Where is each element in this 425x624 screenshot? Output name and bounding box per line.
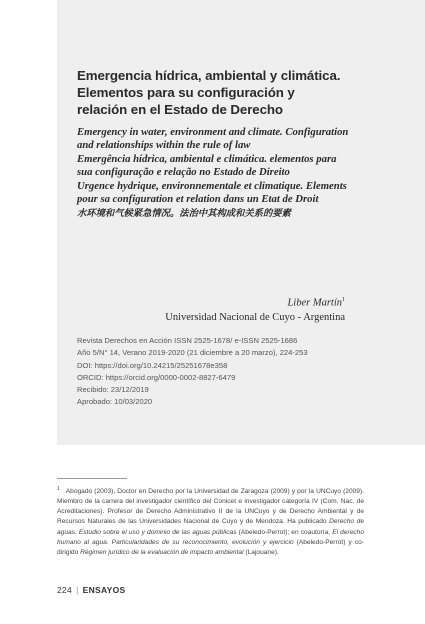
title-portuguese: Emergência hídrica, ambiental e climática. elementos para sua configuração e relação no Estado de Direito (77, 153, 337, 178)
section-name: ENSAYOS (82, 585, 126, 595)
title-line-2: Elementos para su configuración y (77, 84, 295, 100)
footnote-book-2: El derecho humano al agua. Particularidades de su reconocimiento, evolución y ejercicio (57, 528, 364, 546)
footnote-text-1: Abogado (2003), Doctor en Derecho por la Universidad de Zaragoza (2009) y por la UNCuyo (2009). Miembro de la carrera del investigador científico del Conicet e investigador categoría IV (Com. Nac. de Acreditaciones). Profesor de Derecho Administrativo II de la UNCuyo y de Derecho Ambiental y de Recursos Naturales de las Universidades Nacional de Cuyo y de Mendoza. Ha publicado (57, 488, 364, 526)
author-footnote-ref[interactable]: 1 (342, 297, 345, 303)
translated-titles (77, 126, 352, 220)
footnote-text-3: (Abeledo-Perrot) y co-dirigido (57, 538, 364, 556)
page-number: 224 (57, 585, 73, 595)
approved-date: Aprobado: 10/03/2020 (77, 397, 153, 407)
footnote-number: 1 (57, 486, 60, 492)
journal-issn: Revista Derechos en Acción ISSN 2525-1678/ e-ISSN 2525-1686 (77, 336, 298, 345)
footer-separator: | (76, 585, 79, 595)
title-french: Urgence hydrique, environnementale et climatique. Elements pour sa configuration et relation dans un Etat de Droit (77, 180, 347, 205)
publication-metadata (77, 335, 352, 409)
author-block (165, 293, 345, 325)
footnote-book-3: Régimen jurídico de la evaluación de impacto ambiental (80, 548, 244, 556)
orcid-link[interactable]: ORCID: https://orcid.org/0000-0002-8827-6479 (77, 372, 236, 382)
footnote-divider (57, 478, 127, 479)
page-footer (57, 585, 126, 595)
footnote-book-1: Derecho de aguas. Estudio sobre el uso y dominio de las aguas públicas (57, 518, 365, 536)
doi-link[interactable]: DOI: https://doi.org/10.24215/25251678e358 (77, 360, 228, 370)
footnote-text-4: (Lajouane). (243, 548, 279, 556)
title-chinese: 水环境和气候紧急情况。法治中其构成和关系的要素 (77, 207, 291, 219)
title-line-3: relación en el Estado de Derecho (77, 101, 283, 117)
received-date: Recibido: 23/12/2019 (77, 385, 149, 395)
author-name-line (165, 293, 345, 311)
footnote-text-2: (Abeledo-Perrot); en coautoría, (236, 528, 333, 536)
author-name: Liber Martín (287, 297, 342, 309)
footnote (57, 484, 364, 558)
title-line-1: Emergencia hídrica, ambiental y climática. (77, 68, 341, 83)
article-title (77, 68, 352, 118)
title-english: Emergency in water, environment and climate. Configuration and relationships within the rule of law (77, 126, 349, 151)
author-affiliation: Universidad Nacional de Cuyo - Argentina (165, 311, 345, 323)
issue-info: Año 5/N° 14, Verano 2019-2020 (21 diciembre a 20 marzo), 224-253 (77, 348, 308, 358)
